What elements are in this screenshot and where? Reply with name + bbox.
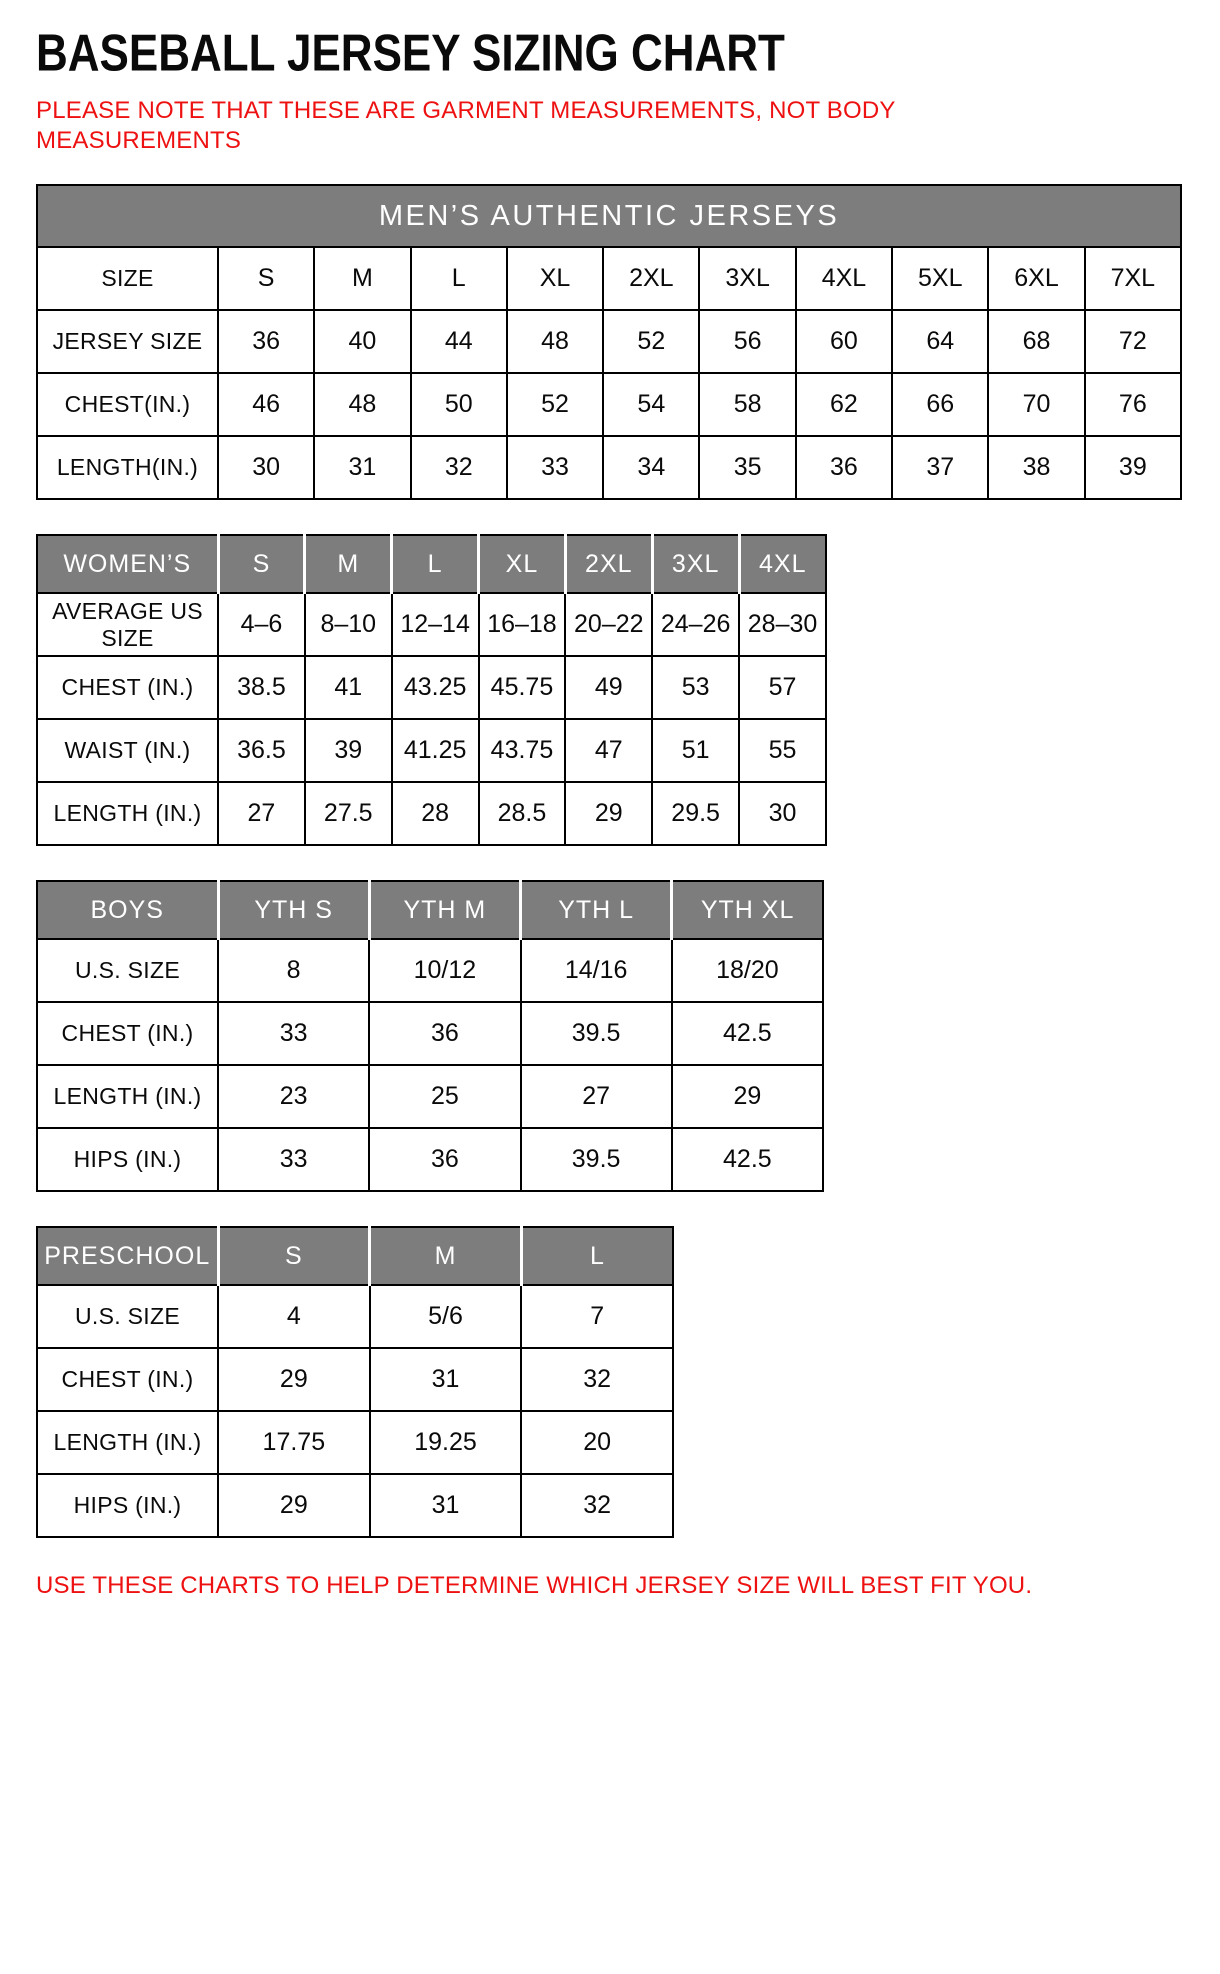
cell-value: 37 (892, 436, 988, 499)
row-label: LENGTH (IN.) (37, 1065, 218, 1128)
table-row (37, 310, 1181, 373)
cell-value: 29 (218, 1474, 370, 1537)
column-header: S (218, 535, 305, 593)
cell-value: 62 (796, 373, 892, 436)
cell-value: 30 (739, 782, 826, 845)
cell-value: 38.5 (218, 656, 305, 719)
cell-value: 41 (305, 656, 392, 719)
cell-value: 58 (699, 373, 795, 436)
cell-value: 28.5 (479, 782, 566, 845)
column-header: XL (479, 535, 566, 593)
cell-value: 27 (521, 1065, 672, 1128)
row-label: HIPS (IN.) (37, 1474, 218, 1537)
table-row (37, 373, 1181, 436)
cell-value: 19.25 (370, 1411, 522, 1474)
table-row (37, 1002, 823, 1065)
column-header: YTH S (218, 881, 369, 939)
cell-value: 39.5 (521, 1128, 672, 1191)
row-label: HIPS (IN.) (37, 1128, 218, 1191)
column-header: L (521, 1227, 673, 1285)
table-row (37, 1285, 673, 1348)
cell-value: 39 (305, 719, 392, 782)
cell-value: 32 (521, 1348, 673, 1411)
cell-value: 17.75 (218, 1411, 370, 1474)
column-header: YTH L (521, 881, 672, 939)
cell-value: 36 (218, 310, 314, 373)
cell-value: 33 (218, 1128, 369, 1191)
cell-value: 31 (314, 436, 410, 499)
cell-value: 31 (370, 1474, 522, 1537)
cell-value: 29 (565, 782, 652, 845)
column-header: M (370, 1227, 522, 1285)
column-header: M (305, 535, 392, 593)
cell-value: 47 (565, 719, 652, 782)
cell-value: S (218, 247, 314, 310)
cell-value: 50 (411, 373, 507, 436)
cell-value: 4XL (796, 247, 892, 310)
cell-value: 2XL (603, 247, 699, 310)
cell-value: 33 (218, 1002, 369, 1065)
cell-value: 42.5 (672, 1128, 823, 1191)
cell-value: 40 (314, 310, 410, 373)
row-label: AVERAGE US SIZE (37, 593, 218, 656)
garment-measurement-note: PLEASE NOTE THAT THESE ARE GARMENT MEASUREMENTS, NOT BODY MEASUREMENTS (36, 97, 896, 154)
row-label: CHEST (IN.) (37, 1002, 218, 1065)
footer-note: USE THESE CHARTS TO HELP DETERMINE WHICH JERSEY SIZE WILL BEST FIT YOU. (36, 1572, 1033, 1599)
row-label: SIZE (37, 247, 218, 310)
table-row (37, 719, 826, 782)
cell-value: 14/16 (521, 939, 672, 1002)
cell-value: 66 (892, 373, 988, 436)
cell-value: 7XL (1085, 247, 1181, 310)
cell-value: 46 (218, 373, 314, 436)
cell-value: 52 (507, 373, 603, 436)
table-row (37, 782, 826, 845)
cell-value: 72 (1085, 310, 1181, 373)
cell-value: 68 (988, 310, 1084, 373)
cell-value: 43.25 (392, 656, 479, 719)
table-banner-row (37, 185, 1181, 247)
cell-value: 76 (1085, 373, 1181, 436)
table-row (37, 1128, 823, 1191)
cell-value: 4 (218, 1285, 370, 1348)
table-row (37, 593, 826, 656)
row-label: U.S. SIZE (37, 939, 218, 1002)
column-header: 2XL (565, 535, 652, 593)
cell-value: 16–18 (479, 593, 566, 656)
preschool-sizing-table (36, 1226, 674, 1538)
cell-value: 57 (739, 656, 826, 719)
cell-value: 51 (652, 719, 739, 782)
cell-value: 28–30 (739, 593, 826, 656)
cell-value: 12–14 (392, 593, 479, 656)
cell-value: 6XL (988, 247, 1084, 310)
cell-value: L (411, 247, 507, 310)
cell-value: 49 (565, 656, 652, 719)
table-header-row (37, 535, 826, 593)
table-row (37, 436, 1181, 499)
row-label: WAIST (IN.) (37, 719, 218, 782)
mens-sizing-table (36, 184, 1182, 500)
cell-value: 27.5 (305, 782, 392, 845)
cell-value: XL (507, 247, 603, 310)
cell-value: 39.5 (521, 1002, 672, 1065)
cell-value: 7 (521, 1285, 673, 1348)
table-header-row (37, 1227, 673, 1285)
cell-value: 64 (892, 310, 988, 373)
table-row (37, 656, 826, 719)
cell-value: 41.25 (392, 719, 479, 782)
cell-value: 25 (369, 1065, 520, 1128)
cell-value: 20–22 (565, 593, 652, 656)
row-label: CHEST (IN.) (37, 656, 218, 719)
cell-value: 8–10 (305, 593, 392, 656)
cell-value: 48 (314, 373, 410, 436)
cell-value: 5/6 (370, 1285, 522, 1348)
cell-value: 42.5 (672, 1002, 823, 1065)
cell-value: 23 (218, 1065, 369, 1128)
page-title: BASEBALL JERSEY SIZING CHART (36, 23, 785, 83)
column-header: YTH M (369, 881, 520, 939)
cell-value: 28 (392, 782, 479, 845)
cell-value: 38 (988, 436, 1084, 499)
row-label: CHEST (IN.) (37, 1348, 218, 1411)
cell-value: 54 (603, 373, 699, 436)
cell-value: 43.75 (479, 719, 566, 782)
column-header: S (218, 1227, 370, 1285)
table-corner-label: WOMEN’S (37, 535, 218, 593)
cell-value: 20 (521, 1411, 673, 1474)
table-row (37, 939, 823, 1002)
womens-sizing-table (36, 534, 827, 846)
row-label: CHEST(IN.) (37, 373, 218, 436)
table-row (37, 247, 1181, 310)
cell-value: 27 (218, 782, 305, 845)
cell-value: 70 (988, 373, 1084, 436)
table-header-row (37, 881, 823, 939)
cell-value: M (314, 247, 410, 310)
cell-value: 33 (507, 436, 603, 499)
table-row (37, 1474, 673, 1537)
cell-value: 48 (507, 310, 603, 373)
column-header: L (392, 535, 479, 593)
cell-value: 35 (699, 436, 795, 499)
table-row (37, 1411, 673, 1474)
cell-value: 3XL (699, 247, 795, 310)
row-label: LENGTH (IN.) (37, 782, 218, 845)
table-corner-label: BOYS (37, 881, 218, 939)
cell-value: 36 (369, 1002, 520, 1065)
row-label: LENGTH(IN.) (37, 436, 218, 499)
cell-value: 29 (672, 1065, 823, 1128)
cell-value: 60 (796, 310, 892, 373)
row-label: U.S. SIZE (37, 1285, 218, 1348)
cell-value: 32 (521, 1474, 673, 1537)
cell-value: 44 (411, 310, 507, 373)
cell-value: 29 (218, 1348, 370, 1411)
column-header: 3XL (652, 535, 739, 593)
cell-value: 45.75 (479, 656, 566, 719)
cell-value: 55 (739, 719, 826, 782)
cell-value: 5XL (892, 247, 988, 310)
table-corner-label: PRESCHOOL (37, 1227, 218, 1285)
cell-value: 52 (603, 310, 699, 373)
cell-value: 4–6 (218, 593, 305, 656)
column-header: 4XL (739, 535, 826, 593)
boys-sizing-table (36, 880, 824, 1192)
cell-value: 39 (1085, 436, 1181, 499)
table-banner: MEN’S AUTHENTIC JERSEYS (37, 185, 1181, 247)
cell-value: 32 (411, 436, 507, 499)
cell-value: 8 (218, 939, 369, 1002)
table-row (37, 1348, 673, 1411)
cell-value: 36.5 (218, 719, 305, 782)
cell-value: 18/20 (672, 939, 823, 1002)
table-row (37, 1065, 823, 1128)
row-label: JERSEY SIZE (37, 310, 218, 373)
cell-value: 56 (699, 310, 795, 373)
cell-value: 53 (652, 656, 739, 719)
cell-value: 29.5 (652, 782, 739, 845)
cell-value: 31 (370, 1348, 522, 1411)
cell-value: 10/12 (369, 939, 520, 1002)
row-label: LENGTH (IN.) (37, 1411, 218, 1474)
cell-value: 36 (369, 1128, 520, 1191)
cell-value: 36 (796, 436, 892, 499)
cell-value: 30 (218, 436, 314, 499)
cell-value: 24–26 (652, 593, 739, 656)
column-header: YTH XL (672, 881, 823, 939)
cell-value: 34 (603, 436, 699, 499)
